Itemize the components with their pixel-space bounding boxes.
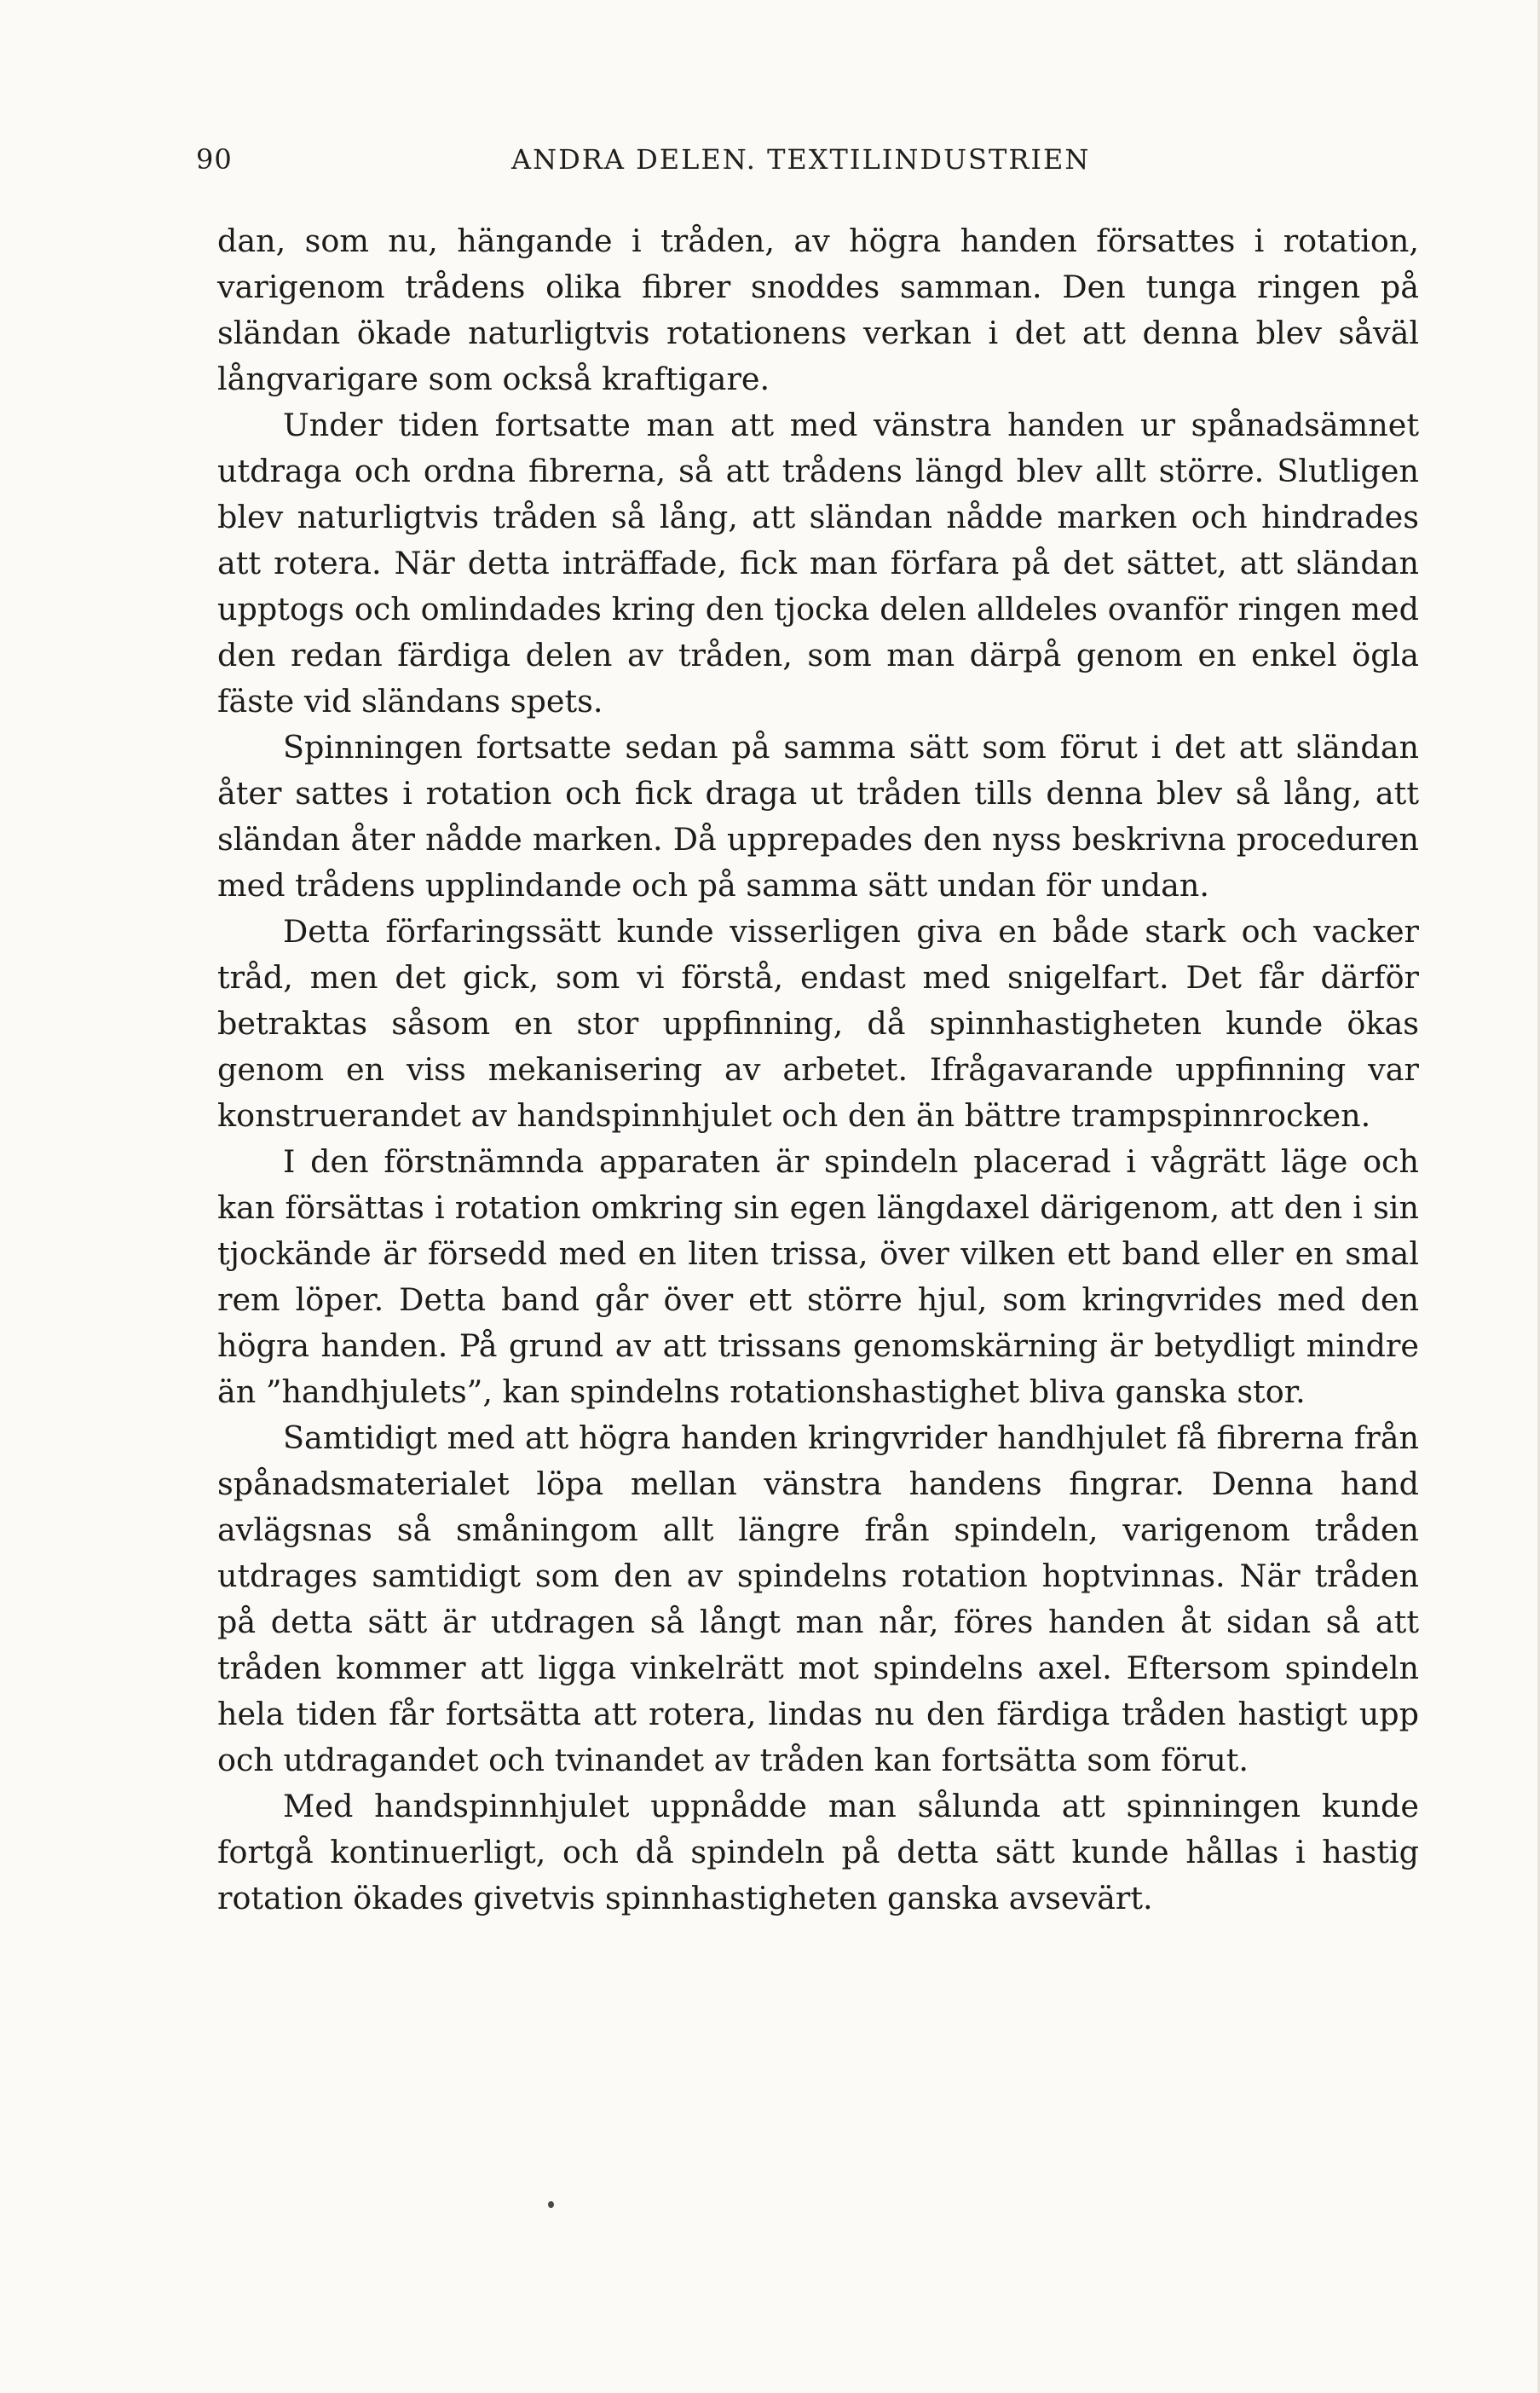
paragraph: Detta förfaringssätt kunde visserligen giva en både stark och vacker tråd, men det gick, som vi förstå, endast med snigelfart. Det får därför betraktas såsom en stor uppfinning, då spinnhastigheten kunde ökas genom en viss mekanisering av arbetet. Ifrågavarande uppfinning var konstruerandet av handspinnhjulet och den än bättre trampspinnrocken. bbox=[217, 913, 1419, 1134]
ink-speck bbox=[548, 2201, 554, 2208]
page-number: 90 bbox=[196, 143, 233, 176]
paragraph: Under tiden fortsatte man att med vänstra handen ur spånadsämnet utdraga och ordna fibrerna, så att trådens längd blev allt större. Slutligen blev naturligtvis tråden så lång, att sländan nådde marken och hindrades att rotera. När detta inträffade, fick man förfara på det sättet, att sländan upptogs och omlindades kring den tjocka delen alldeles ovanför ringen med den redan färdiga delen av tråden, som man därpå genom en enkel ögla fäste vid sländans spets. bbox=[217, 407, 1419, 720]
paragraph: I den förstnämnda apparaten är spindeln placerad i vågrätt läge och kan försättas i rotation omkring sin egen längdaxel därigenom, att den i sin tjockände är försedd med en liten trissa, över vilken ett band eller en smal rem löper. Detta band går över ett större hjul, som kringvrides med den högra handen. På grund av att trissans genomskärning är betydligt mindre än ”handhjulets”, kan spindelns rotationshastighet bliva ganska stor. bbox=[217, 1143, 1419, 1410]
running-head: ANDRA DELEN. TEXTILINDUSTRIEN bbox=[511, 143, 1091, 176]
paragraph: Med handspinnhjulet uppnådde man sålunda att spinningen kunde fortgå kontinuerligt, och då spindeln på detta sätt kunde hållas i hastig rotation ökades givetvis spinnhastigheten ganska avsevärt. bbox=[217, 1788, 1419, 1916]
paragraph: Samtidigt med att högra handen kringvrider handhjulet få fibrerna från spånadsmaterialet löpa mellan vänstra handens fingrar. Denna hand avlägsnas så småningom allt längre från spindeln, varigenom tråden utdrages samtidigt som den av spindelns rotation hoptvinnas. När tråden på detta sätt är utdragen så långt man når, föres handen åt sidan så att tråden kommer att ligga vinkelrätt mot spindelns axel. Eftersom spindeln hela tiden får fortsätta att rotera, lindas nu den färdiga tråden hastigt upp och utdragandet och tvinandet av tråden kan fortsätta som förut. bbox=[217, 1419, 1419, 1778]
page-header bbox=[196, 143, 1423, 194]
paragraph: Spinningen fortsatte sedan på samma sätt som förut i det att sländan åter sattes i rotation och fick draga ut tråden tills denna blev så lång, att sländan åter nådde marken. Då upprepades den nyss beskrivna proceduren med trådens upplindande och på samma sätt undan för undan. bbox=[217, 729, 1419, 904]
body-text bbox=[217, 218, 1419, 1922]
paragraph: dan, som nu, hängande i tråden, av högra handen försattes i rotation, varigenom trådens olika fibrer snoddes samman. Den tunga ringen på sländan ökade naturligtvis rotationens verkan i det att denna blev såväl långvarigare som också kraftigare. bbox=[217, 223, 1419, 397]
